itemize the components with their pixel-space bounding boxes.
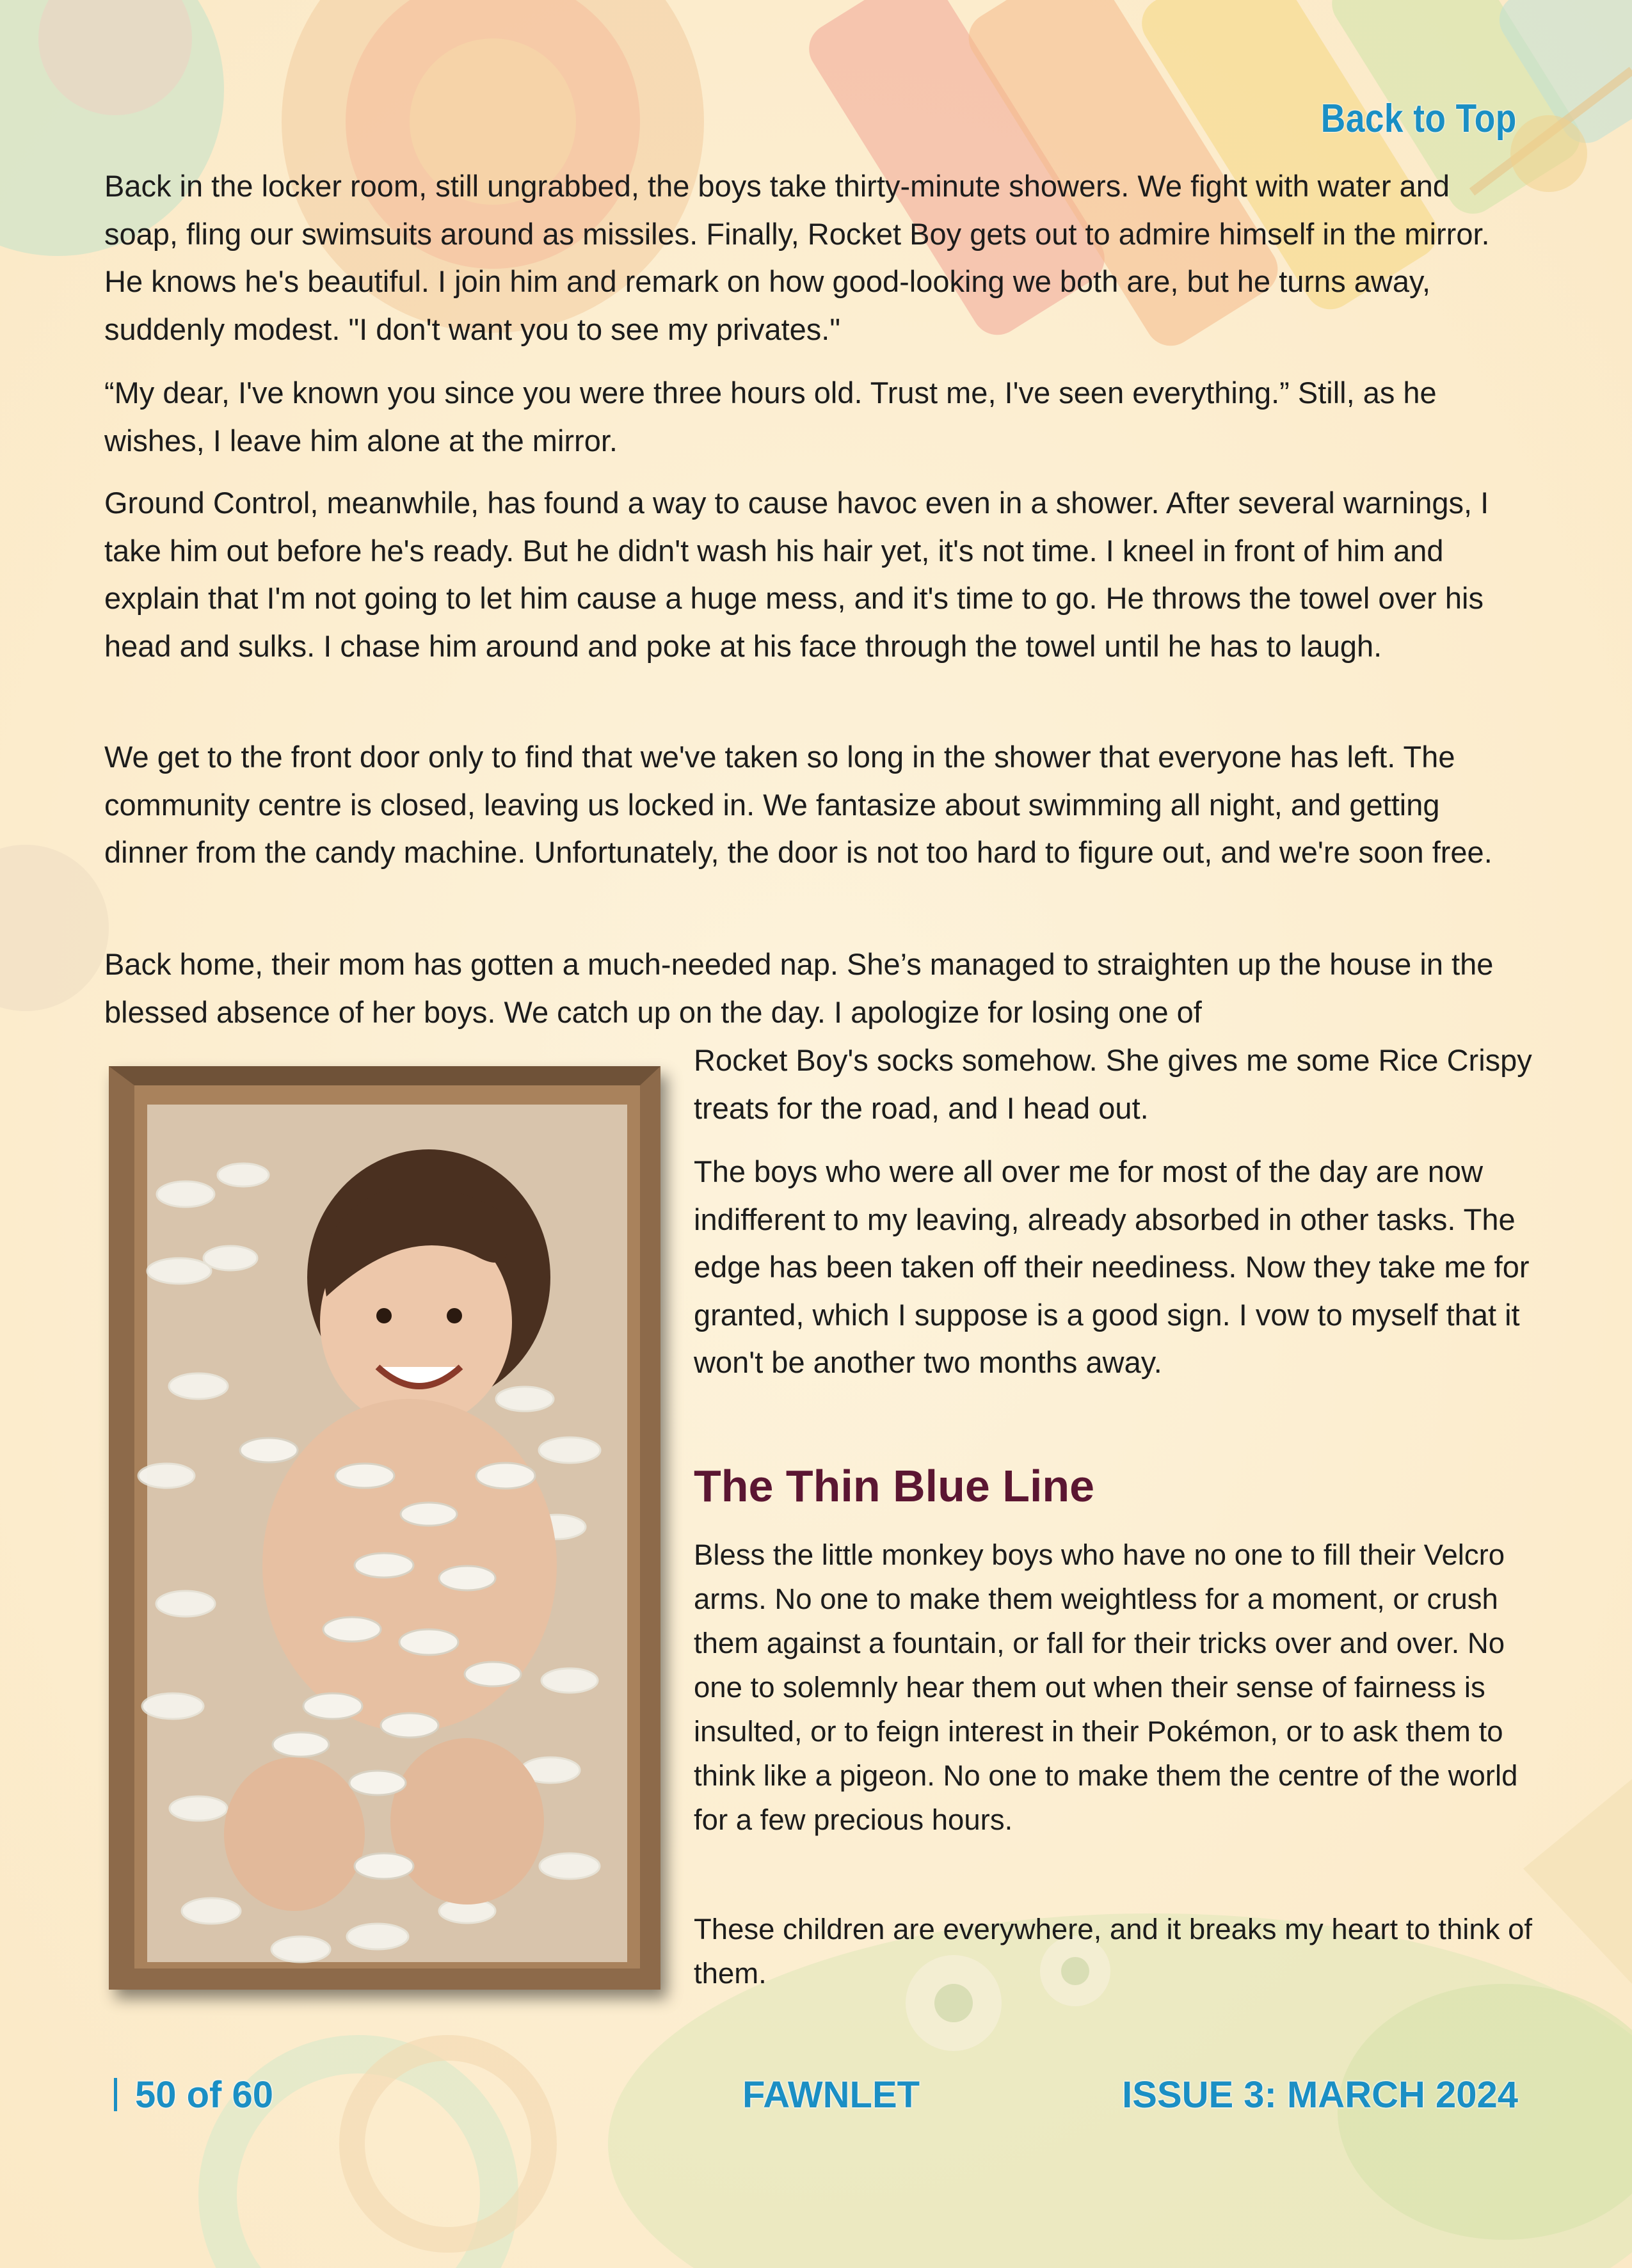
issue-label: ISSUE 3: MARCH 2024 — [1122, 2074, 1518, 2116]
back-to-top-link[interactable]: Back to Top — [1321, 97, 1517, 141]
section-paragraph: These children are everywhere, and it breaks my heart to think of them. — [694, 1913, 1533, 1990]
page-number-text: 50 of 60 — [135, 2074, 273, 2116]
article-paragraph: Back home, their mom has gotten a much-needed nap. She’s managed to straighten up the house in the blessed absence of her boys. We catch up on the day. I apologize for losing one of — [104, 947, 1494, 1029]
article-paragraph: Ground Control, meanwhile, has found a way to cause havoc even in a shower. After several warnings, I take him out before he's ready. But he didn't wash his hair yet, it's not time. I kneel in front of him and explain that I'm not going to let him cause a huge mess, and it's time to go. He throws the towel over his head and sulks. I chase him around and poke at his face through the towel until he has to laugh. — [104, 486, 1489, 663]
section-heading: The Thin Blue Line — [694, 1461, 1095, 1511]
child-in-packing-peanuts-image — [109, 1066, 660, 1990]
page-number — [114, 2073, 273, 2116]
section-paragraph: Bless the little monkey boys who have no one to fill their Velcro arms. No one to make them weightless for a moment, or crush them against a fountain, or fall for their tricks over and over. No one to solemnly hear them out when their sense of fairness is insulted, or to feign interest in their Pokémon, or to ask them to think like a pigeon. No one to make them the centre of the world for a few precious hours. — [694, 1538, 1518, 1836]
article-paragraph: Back in the locker room, still ungrabbed, the boys take thirty-minute showers. We fight with water and soap, fling our swimsuits around as missiles. Finally, Rocket Boy gets out to admire himself in the mirror. He knows he's beautiful. I join him and remark on how good-looking we both are, but he turns away, suddenly modest. "I don't want you to see my privates." — [104, 169, 1490, 346]
article-paragraph: The boys who were all over me for most of the day are now indifferent to my leaving, already absorbed in other tasks. The edge has been taken off their neediness. Now they take me for granted, which I suppose is a good sign. I vow to myself that it won't be another two months away. — [694, 1154, 1530, 1379]
article-paragraph: Rocket Boy's socks somehow. She gives me some Rice Crispy treats for the road, and I head out. — [694, 1043, 1532, 1125]
article-paragraph: We get to the front door only to find that we've taken so long in the shower that everyone has left. The community centre is closed, leaving us locked in. We fantasize about swimming all night, and getting dinner from the candy machine. Unfortunately, the door is not too hard to figure out, and we're soon free. — [104, 740, 1492, 869]
article-paragraph: “My dear, I've known you since you were three hours old. Trust me, I've seen everything.” Still, as he wishes, I leave him alone at the mirror. — [104, 376, 1437, 458]
magazine-name: FAWNLET — [742, 2074, 920, 2116]
article-photo — [109, 1066, 660, 1990]
divider — [114, 2078, 117, 2111]
